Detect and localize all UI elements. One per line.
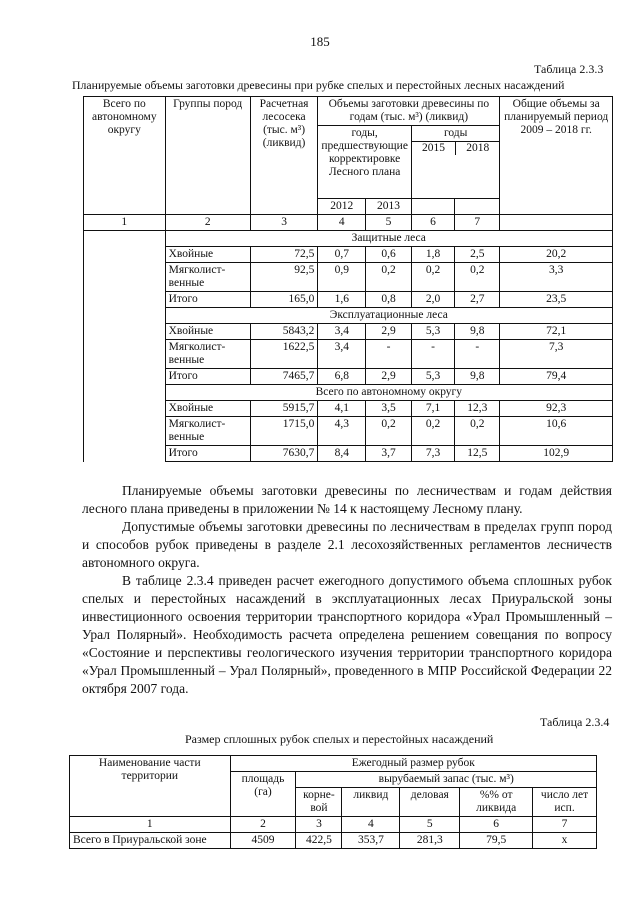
row-value: 3,4 (318, 324, 366, 340)
row-value: 0,2 (366, 417, 412, 446)
row-value: 3,3 (500, 263, 613, 292)
row-value: 6,8 (318, 369, 366, 385)
table-row (70, 833, 597, 849)
th-stock: вырубаемый запас (тыс. м³) (296, 772, 597, 788)
row-group: Хвойные (165, 247, 250, 263)
row-name: Всего в Приуральской зоне (70, 833, 231, 849)
th-total: Общие объемы за планируемый период 2009 – 2018 гг. (500, 97, 613, 215)
page-number: 185 (310, 34, 330, 49)
th-liquid: ликвид (342, 788, 400, 817)
row-value: 1715,0 (250, 417, 318, 446)
row-value: 12,5 (455, 446, 500, 462)
colnum: 2 (230, 817, 296, 833)
row-group: Итого (165, 292, 250, 308)
th-2018: 2018 (466, 142, 490, 154)
colnum: 3 (296, 817, 342, 833)
table-row (84, 324, 613, 340)
table2-caption: Размер сплошных рубок спелых и перестойных насаждений (185, 732, 494, 746)
th-2015: 2015 (412, 142, 456, 155)
row-empty (84, 340, 166, 369)
row-value: 92,5 (250, 263, 318, 292)
th-volumes: Объемы заготовки древесины по годам (тыс. м³) (ликвид) (318, 97, 500, 126)
row-value: 1,6 (318, 292, 366, 308)
row-value: 4,3 (318, 417, 366, 446)
table2 (69, 755, 597, 849)
colnum: 3 (250, 215, 318, 231)
row-value: 79,4 (500, 369, 613, 385)
section-empty (84, 385, 166, 401)
row-value: 0,9 (318, 263, 366, 292)
row-value: 102,9 (500, 446, 613, 462)
colnum: 4 (318, 215, 366, 231)
th-area: площадь (га) (230, 772, 296, 817)
section-title: Эксплуатационные леса (165, 308, 612, 324)
th-years-prev: годы, предшествующие корректировке Лесного плана (318, 126, 412, 199)
row-group: Хвойные (165, 401, 250, 417)
colnum: 7 (533, 817, 597, 833)
row-value: - (366, 340, 412, 369)
colnum: 6 (411, 215, 454, 231)
row-group: Мягколист-венные (165, 263, 250, 292)
table1-label: Таблица 2.3.3 (534, 62, 604, 76)
colnum: 5 (400, 817, 460, 833)
colnum: 1 (84, 215, 166, 231)
row-group: Хвойные (165, 324, 250, 340)
row-value: 7630,7 (250, 446, 318, 462)
colnum: 7 (455, 215, 500, 231)
row-group: Итого (165, 446, 250, 462)
row-value: 0,8 (366, 292, 412, 308)
row-empty (84, 263, 166, 292)
row-value: - (411, 340, 454, 369)
row-value: 7,3 (500, 340, 613, 369)
row-value: 9,8 (455, 324, 500, 340)
row-value: 422,5 (296, 833, 342, 849)
row-value: 1622,5 (250, 340, 318, 369)
th-years: годы (443, 127, 468, 139)
row-value: 5,3 (411, 324, 454, 340)
th-pct: %% от ликвида (460, 788, 533, 817)
paragraph: В таблице 2.3.4 приведен расчет ежегодного допустимого объема сплошных рубок спелых и перестойных насаждений в эксплуатационных лесах Приуральской зоны инвестиционного освоения территории транспортного коридора «Урал Промышленный – Урал Полярный». Необходимость расчета определена решением совещания по вопросу «Состояние и перспективы геологического изучения территории транспортного коридора «Урал Промышленный – Урал Полярный», проведенного в МПР Российской Федерации 22 октября 2007 года. (82, 573, 612, 696)
section-empty (84, 308, 166, 324)
row-value: 0,2 (455, 417, 500, 446)
row-value: 1,8 (411, 247, 454, 263)
row-value: 4,1 (318, 401, 366, 417)
row-value: 353,7 (342, 833, 400, 849)
colnum: 5 (366, 215, 412, 231)
th-business: деловая (400, 788, 460, 817)
row-value: 281,3 (400, 833, 460, 849)
row-value: 12,3 (455, 401, 500, 417)
row-value: - (455, 340, 500, 369)
th-2012: 2012 (318, 199, 366, 215)
section-row (84, 385, 613, 401)
row-empty (84, 247, 166, 263)
row-value: 5915,7 (250, 401, 318, 417)
table1 (83, 96, 613, 462)
row-value: 20,2 (500, 247, 613, 263)
row-value: 10,6 (500, 417, 613, 446)
row-value: х (533, 833, 597, 849)
row-value: 0,2 (455, 263, 500, 292)
row-value: 7,3 (411, 446, 454, 462)
row-value: 3,5 (366, 401, 412, 417)
table-row (84, 292, 613, 308)
table-row (84, 247, 613, 263)
table-row (84, 340, 613, 369)
table1-caption: Планируемые объемы заготовки древесины при рубке спелых и перестойных лесных насаждений (72, 78, 565, 92)
row-value: 72,1 (500, 324, 613, 340)
th-name: Наименование части территории (70, 756, 231, 817)
row-group: Итого (165, 369, 250, 385)
colnum: 2 (165, 215, 250, 231)
th-empty (411, 199, 454, 215)
row-empty (84, 417, 166, 446)
colnum: 6 (460, 817, 533, 833)
row-value: 79,5 (460, 833, 533, 849)
table2-label: Таблица 2.3.4 (540, 715, 610, 729)
th-years-wrap (411, 126, 499, 199)
paragraph: Допустимые объемы заготовки древесины по лесничествам в пределах групп пород и способов рубок приведены в разделе 2.1 лесохозяйственных регламентов лесничеств автономного округа. (82, 519, 612, 570)
body-text (82, 482, 612, 698)
row-value: 2,9 (366, 324, 412, 340)
th-root: корне-вой (296, 788, 342, 817)
row-group: Мягколист-венные (165, 340, 250, 369)
paragraph: Планируемые объемы заготовки древесины по лесничествам и годам действия лесного плана приведены в приложении № 14 к настоящему Лесному плану. (82, 483, 612, 516)
table-row (84, 446, 613, 462)
row-value: 7465,7 (250, 369, 318, 385)
section-row (84, 231, 613, 247)
row-value: 2,7 (455, 292, 500, 308)
row-empty (84, 401, 166, 417)
row-value: 2,0 (411, 292, 454, 308)
row-value: 3,7 (366, 446, 412, 462)
row-empty (84, 369, 166, 385)
row-value: 0,2 (411, 263, 454, 292)
row-value: 72,5 (250, 247, 318, 263)
th-calc: Расчетная лесосека (тыс. м³) (ликвид) (250, 97, 318, 215)
row-value: 0,6 (366, 247, 412, 263)
th-years: число лет исп. (533, 788, 597, 817)
th-district: Всего по автономному округу (84, 97, 166, 215)
th-2013: 2013 (366, 199, 412, 215)
row-empty (84, 446, 166, 462)
row-value: 0,7 (318, 247, 366, 263)
row-group: Мягколист-венные (165, 417, 250, 446)
colnum: 4 (342, 817, 400, 833)
row-value: 92,3 (500, 401, 613, 417)
table-row (84, 417, 613, 446)
row-value: 7,1 (411, 401, 454, 417)
row-empty (84, 324, 166, 340)
row-value: 2,9 (366, 369, 412, 385)
row-value: 23,5 (500, 292, 613, 308)
table-row (84, 401, 613, 417)
row-empty (84, 292, 166, 308)
section-title: Защитные леса (165, 231, 612, 247)
th-annual: Ежегодный размер рубок (230, 756, 596, 772)
section-row (84, 308, 613, 324)
row-value: 5843,2 (250, 324, 318, 340)
colnum: 1 (70, 817, 231, 833)
row-value: 5,3 (411, 369, 454, 385)
row-value: 9,8 (455, 369, 500, 385)
row-value: 0,2 (366, 263, 412, 292)
row-value: 3,4 (318, 340, 366, 369)
colnum-empty (500, 215, 613, 231)
row-value: 165,0 (250, 292, 318, 308)
row-value: 0,2 (411, 417, 454, 446)
row-value: 2,5 (455, 247, 500, 263)
section-title: Всего по автономному округу (165, 385, 612, 401)
table-row (84, 369, 613, 385)
row-value: 4509 (230, 833, 296, 849)
table-row (84, 263, 613, 292)
row-value: 8,4 (318, 446, 366, 462)
th-groups: Группы пород (165, 97, 250, 215)
th-empty (455, 199, 500, 215)
section-empty (84, 231, 166, 247)
